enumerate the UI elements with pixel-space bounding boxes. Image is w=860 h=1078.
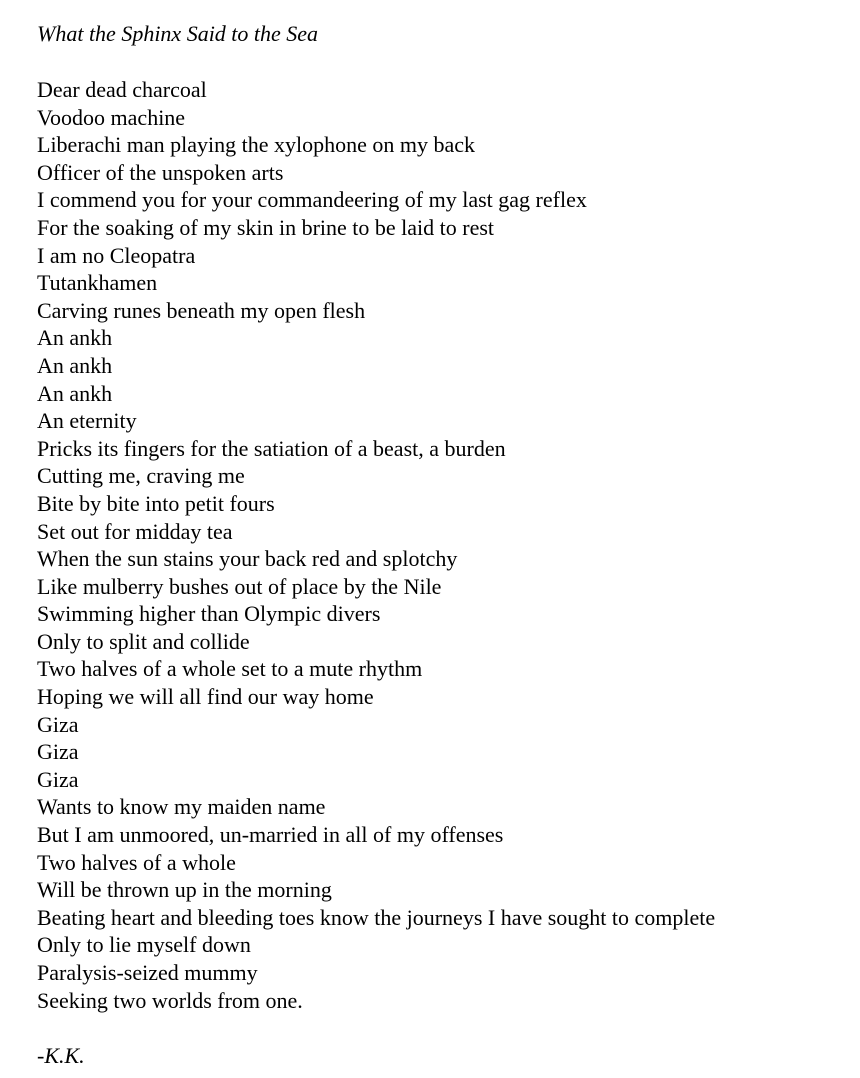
poem-line: Bite by bite into petit fours bbox=[37, 490, 275, 516]
poem-line: For the soaking of my skin in brine to be laid to rest bbox=[37, 214, 495, 240]
poem-line: Giza bbox=[37, 711, 79, 737]
poem-body bbox=[37, 76, 837, 1014]
poem-signature: -K.K. bbox=[37, 1043, 85, 1069]
poem-line: Wants to know my maiden name bbox=[37, 794, 326, 820]
stanza-gap bbox=[37, 48, 837, 76]
poem-line: An ankh bbox=[37, 325, 113, 351]
poem-line: Officer of the unspoken arts bbox=[37, 159, 284, 185]
poem-line: Seeking two worlds from one. bbox=[37, 987, 303, 1013]
poem-line: Like mulberry bushes out of place by the Nile bbox=[37, 573, 442, 599]
poem-line: Dear dead charcoal bbox=[37, 77, 207, 102]
poem-line: Beating heart and bleeding toes know the journeys I have sought to complete bbox=[37, 904, 716, 930]
poem-line: An ankh bbox=[37, 352, 113, 378]
stanza-gap bbox=[37, 1014, 837, 1042]
poem-line: Voodoo machine bbox=[37, 104, 186, 130]
poem-line: An ankh bbox=[37, 380, 113, 406]
poem-line: Carving runes beneath my open flesh bbox=[37, 297, 366, 323]
poem-title: What the Sphinx Said to the Sea bbox=[37, 21, 319, 46]
poem-line: Liberachi man playing the xylophone on my back bbox=[37, 132, 476, 158]
poem-line: Will be thrown up in the morning bbox=[37, 877, 332, 903]
poem-line: Cutting me, craving me bbox=[37, 463, 245, 489]
poem-line: Hoping we will all find our way home bbox=[37, 684, 374, 710]
poem-line: Giza bbox=[37, 739, 79, 765]
poem-line: Paralysis-seized mummy bbox=[37, 960, 258, 985]
poem-line: Tutankhamen bbox=[37, 270, 158, 296]
poem-line: Only to split and collide bbox=[37, 628, 250, 654]
poem-line: Swimming higher than Olympic divers bbox=[37, 601, 381, 627]
poem-page bbox=[37, 20, 837, 1070]
poem-line: I am no Cleopatra bbox=[37, 242, 196, 268]
poem-line: Two halves of a whole set to a mute rhythm bbox=[37, 656, 423, 682]
poem-line: I commend you for your commandeering of my last gag reflex bbox=[37, 187, 587, 213]
poem-line: Two halves of a whole bbox=[37, 849, 236, 875]
poem-line: Only to lie myself down bbox=[37, 932, 251, 958]
poem-line: But I am unmoored, un-married in all of my offenses bbox=[37, 822, 504, 848]
poem-line: Pricks its fingers for the satiation of a beast, a burden bbox=[37, 435, 506, 461]
poem-line: Set out for midday tea bbox=[37, 518, 233, 544]
poem-line: An eternity bbox=[37, 408, 137, 434]
poem-line: Giza bbox=[37, 766, 79, 792]
poem-line: When the sun stains your back red and splotchy bbox=[37, 546, 458, 572]
